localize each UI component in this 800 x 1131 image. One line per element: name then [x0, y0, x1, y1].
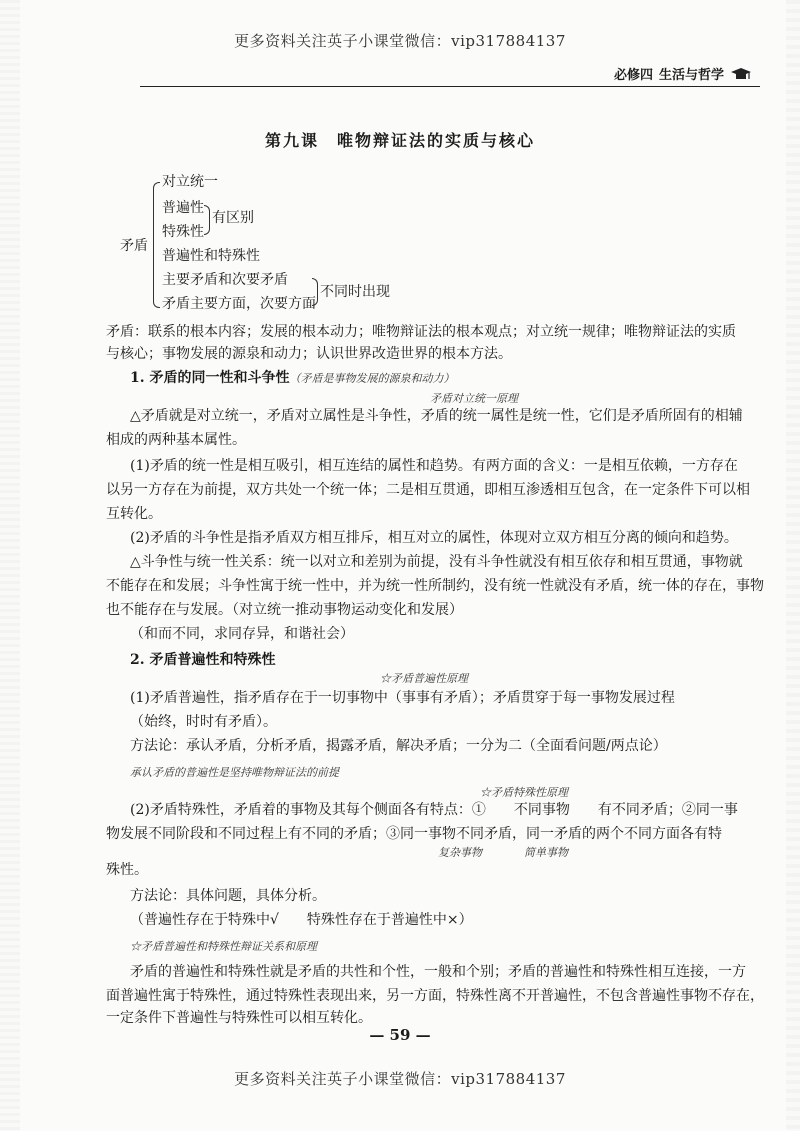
body-line: 方法论：具体问题，具体分析。	[130, 888, 326, 904]
body-line: 矛盾的普遍性和特殊性就是矛盾的共性和个性，一般和个别；矛盾的普遍性和特殊性相互连接，一方	[130, 964, 746, 980]
header-subject: 生活与哲学	[658, 68, 724, 83]
section-heading: 2. 矛盾普遍性和特殊性	[130, 652, 276, 668]
bracket-label: 有区别	[212, 210, 254, 226]
diagram-item: 主要矛盾和次要矛盾	[162, 272, 288, 288]
body-line: 以另一方存在为前提，双方共处一个统一体；二是相互贯通，即相互渗透相互包含，在一定条件下可以相	[106, 482, 750, 498]
bracket-label: 不同时出现	[320, 284, 390, 300]
diagram-item: 普遍性和特殊性	[162, 248, 260, 264]
body-line: 面普遍性寓于特殊性，通过特殊性表现出来，另一方面，特殊性离不开普遍性，不包含普遍性事物不存在，	[106, 988, 764, 1004]
diagram-item: 矛盾主要方面，次要方面	[162, 296, 316, 312]
body-line: 不能存在和发展；斗争性寓于统一性中，并为统一性所制约，没有统一性就没有矛盾，统一体的存在，事物	[106, 578, 764, 594]
body-line: 矛盾：联系的根本内容；发展的根本动力；唯物辩证法的根本观点；对立统一规律；唯物辩证法的实质	[106, 324, 736, 340]
section-heading-text: 1. 矛盾的同一性和斗争性	[130, 370, 290, 386]
body-line: △矛盾就是对立统一，矛盾对立属性是斗争性，矛盾的统一属性是统一性，它们是矛盾所固有的相辅	[130, 408, 743, 424]
handwritten-note: 复杂事物	[438, 846, 482, 859]
body-line: (2)矛盾的斗争性是指矛盾双方相互排斥，相互对立的属性，体现对立双方相互分离的倾向和趋势。	[130, 530, 738, 546]
body-line: 相成的两种基本属性。	[106, 432, 246, 448]
header-rule	[140, 86, 760, 87]
main-bracket	[153, 182, 160, 308]
body-line: 也不能存在与发展。（对立统一推动事物运动变化和发展）	[106, 602, 463, 618]
handwritten-note: 承认矛盾的普遍性是坚持唯物辩证法的前提	[130, 766, 339, 779]
page-number: — 59 —	[369, 1026, 431, 1044]
handwritten-note: ☆矛盾普遍性和特殊性辩证关系和原理	[130, 940, 317, 953]
diagram-root: 矛盾	[120, 238, 148, 254]
body-line: （普遍性存在于特殊中√ 特殊性存在于普遍性中×）	[130, 912, 473, 928]
body-line: (1)矛盾普遍性，指矛盾存在于一切事物中（事事有矛盾）；矛盾贯穿于每一事物发展过程	[130, 690, 675, 706]
body-line: (2)矛盾特殊性，矛盾着的事物及其每个侧面各有特点：① 不同事物 有不同矛盾；②同一事	[130, 802, 738, 818]
section-heading	[130, 368, 455, 389]
body-line: △斗争性与统一性关系：统一以对立和差别为前提，没有斗争性就没有相互依存和相互贯通，事物就	[130, 554, 743, 570]
watermark-bottom: 更多资料关注英子小课堂微信：vip317884137	[234, 1070, 566, 1088]
diagram-item: 特殊性	[162, 224, 204, 240]
diagram-item: 对立统一	[162, 174, 218, 190]
running-header	[614, 64, 752, 83]
body-line: （和而不同，求同存异，和谐社会）	[130, 626, 354, 642]
handwritten-note: ☆矛盾特殊性原理	[480, 786, 568, 799]
body-line: (1)矛盾的统一性是相互吸引，相互连结的属性和趋势。有两方面的含义：一是相互依赖，一方存在	[130, 458, 738, 474]
scan-edge-left	[0, 0, 20, 1131]
body-line: 一定条件下普遍性与特殊性可以相互转化。	[106, 1010, 372, 1026]
page-title: 第九课 唯物辩证法的实质与核心	[264, 131, 535, 150]
handwritten-note: 简单事物	[524, 846, 568, 859]
graduation-cap-icon	[730, 67, 752, 81]
handwritten-note: ☆矛盾普遍性原理	[380, 672, 468, 685]
watermark-top: 更多资料关注英子小课堂微信：vip317884137	[234, 32, 566, 50]
bracket-not-simultaneous	[312, 278, 318, 306]
body-line: 互转化。	[106, 506, 162, 522]
body-line: 方法论：承认矛盾，分析矛盾，揭露矛盾，解决矛盾；一分为二（全面看问题/两点论）	[130, 738, 667, 754]
header-book: 必修四	[613, 68, 653, 83]
scan-edge-right	[786, 0, 800, 1131]
body-line: 与核心；事物发展的源泉和动力；认识世界改造世界的根本方法。	[106, 346, 512, 362]
handwritten-note: 矛盾对立统一原理	[430, 392, 518, 405]
body-line: 殊性。	[106, 862, 148, 878]
section-heading-note: （矛盾是事物发展的源泉和动力）	[289, 372, 455, 385]
body-line: 物发展不同阶段和不同过程上有不同的矛盾；③同一事物不同矛盾，同一矛盾的两个不同方面各有特	[106, 826, 722, 842]
diagram-item: 普遍性	[162, 200, 204, 216]
bracket-distinct	[204, 205, 210, 235]
body-line: （始终，时时有矛盾）。	[130, 714, 277, 730]
